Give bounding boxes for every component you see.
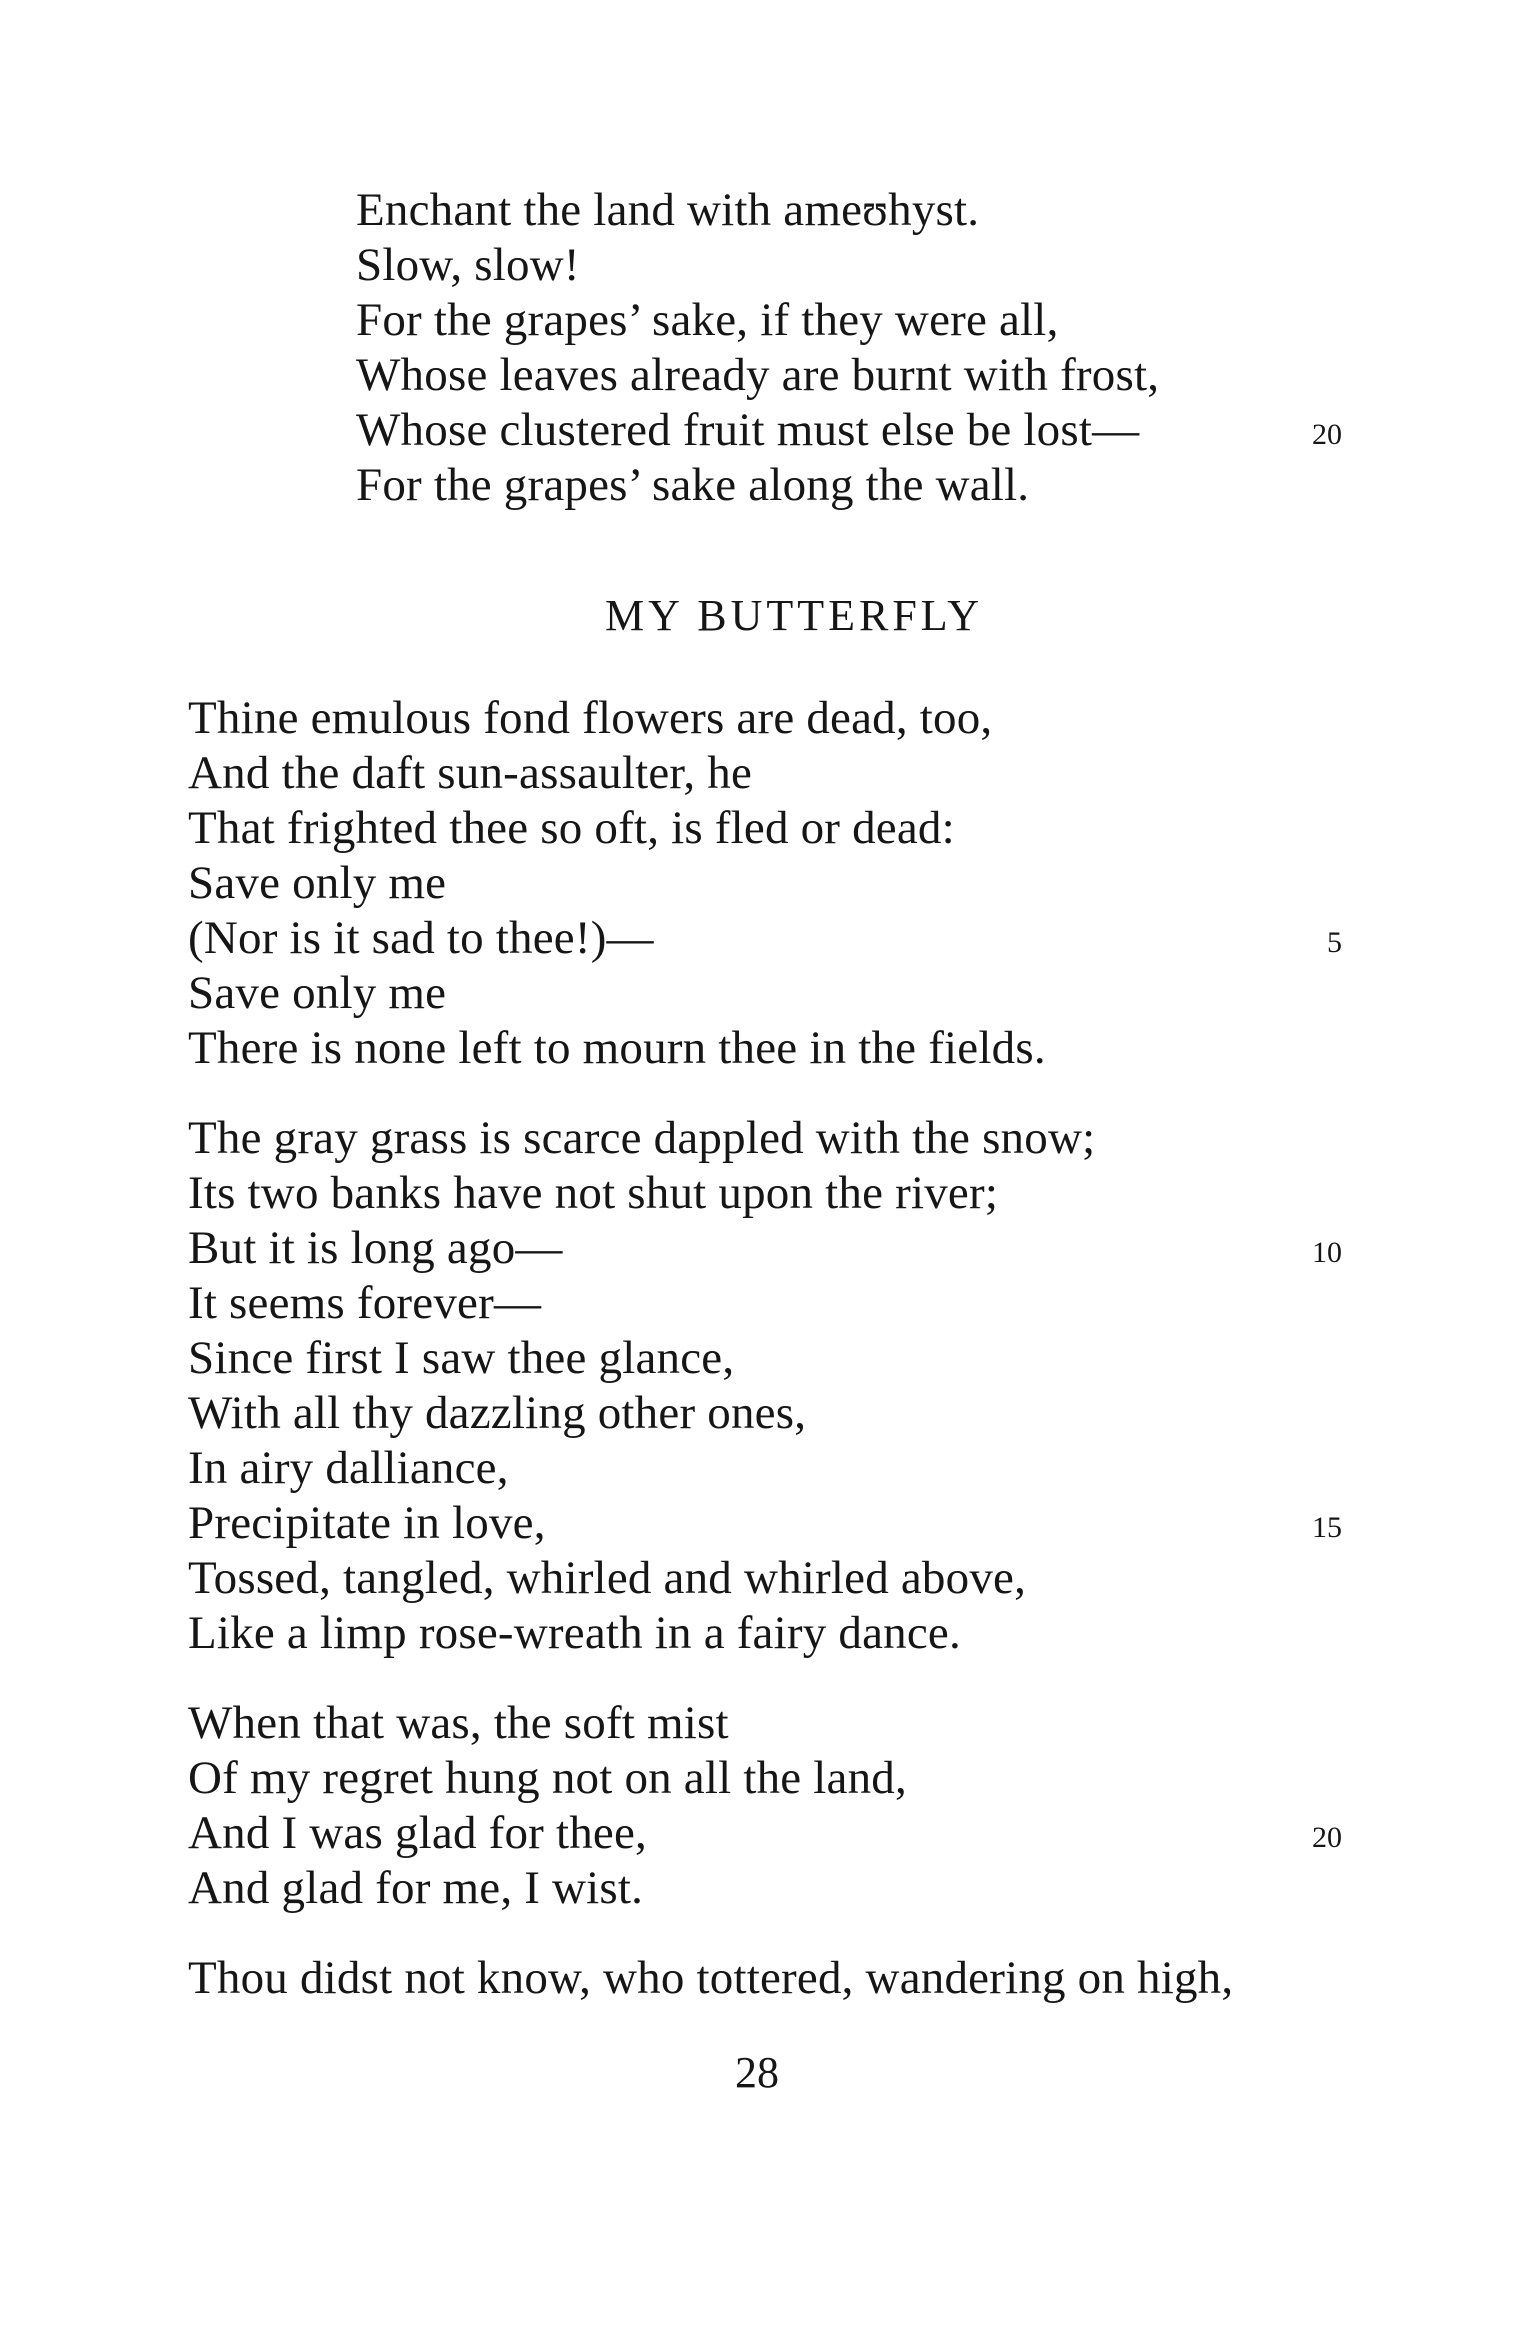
poem-title: MY BUTTERFLY bbox=[604, 591, 984, 640]
line-number: 20 bbox=[1312, 418, 1342, 451]
verse-line: Save only me bbox=[188, 857, 447, 909]
verse-line: There is none left to mourn thee in the fields. bbox=[188, 1022, 1046, 1074]
verse-line: Its two banks have not shut upon the river; bbox=[188, 1167, 999, 1219]
line-number: 10 bbox=[1312, 1236, 1342, 1269]
verse-line: Precipitate in love, bbox=[188, 1497, 546, 1549]
verse-line: (Nor is it sad to thee!)— bbox=[188, 912, 654, 964]
verse-line: For the grapes’ sake along the wall. bbox=[356, 459, 1030, 511]
verse-line: Since first I saw thee glance, bbox=[188, 1332, 735, 1384]
verse-line: With all thy dazzling other ones, bbox=[188, 1387, 807, 1439]
page-number: 28 bbox=[735, 2048, 779, 2097]
verse-line: Thine emulous fond flowers are dead, too, bbox=[188, 692, 993, 744]
verse-line: Tossed, tangled, whirled and whirled above, bbox=[188, 1552, 1027, 1604]
verse-line: The gray grass is scarce dappled with the snow; bbox=[188, 1112, 1096, 1164]
verse-line: But it is long ago— bbox=[188, 1222, 563, 1274]
verse-line: Slow, slow! bbox=[356, 239, 580, 291]
verse-line: Whose leaves already are burnt with frost, bbox=[356, 349, 1160, 401]
verse-line: And the daft sun-assaulter, he bbox=[188, 747, 753, 799]
line-number: 20 bbox=[1312, 1821, 1342, 1854]
line-number: 15 bbox=[1312, 1511, 1342, 1544]
verse-line: Like a limp rose-wreath in a fairy dance. bbox=[188, 1607, 961, 1659]
verse-line: It seems forever— bbox=[188, 1277, 542, 1329]
verse-line: Save only me bbox=[188, 967, 447, 1019]
verse-line: In airy dalliance, bbox=[188, 1442, 509, 1494]
verse-line: Enchant the land with ameʊhyst. bbox=[356, 184, 980, 236]
verse-line: When that was, the soft mist bbox=[188, 1697, 729, 1749]
verse-line: That frighted thee so oft, is fled or dead: bbox=[188, 802, 955, 854]
verse-line: Of my regret hung not on all the land, bbox=[188, 1752, 907, 1804]
verse-line: And I was glad for thee, bbox=[188, 1807, 647, 1859]
verse-line: And glad for me, I wist. bbox=[188, 1862, 644, 1914]
verse-line: For the grapes’ sake, if they were all, bbox=[356, 294, 1059, 346]
verse-line: Whose clustered fruit must else be lost— bbox=[356, 404, 1140, 456]
line-number: 5 bbox=[1327, 926, 1342, 959]
verse-line: Thou didst not know, who tottered, wandering on high, bbox=[188, 1952, 1234, 2004]
